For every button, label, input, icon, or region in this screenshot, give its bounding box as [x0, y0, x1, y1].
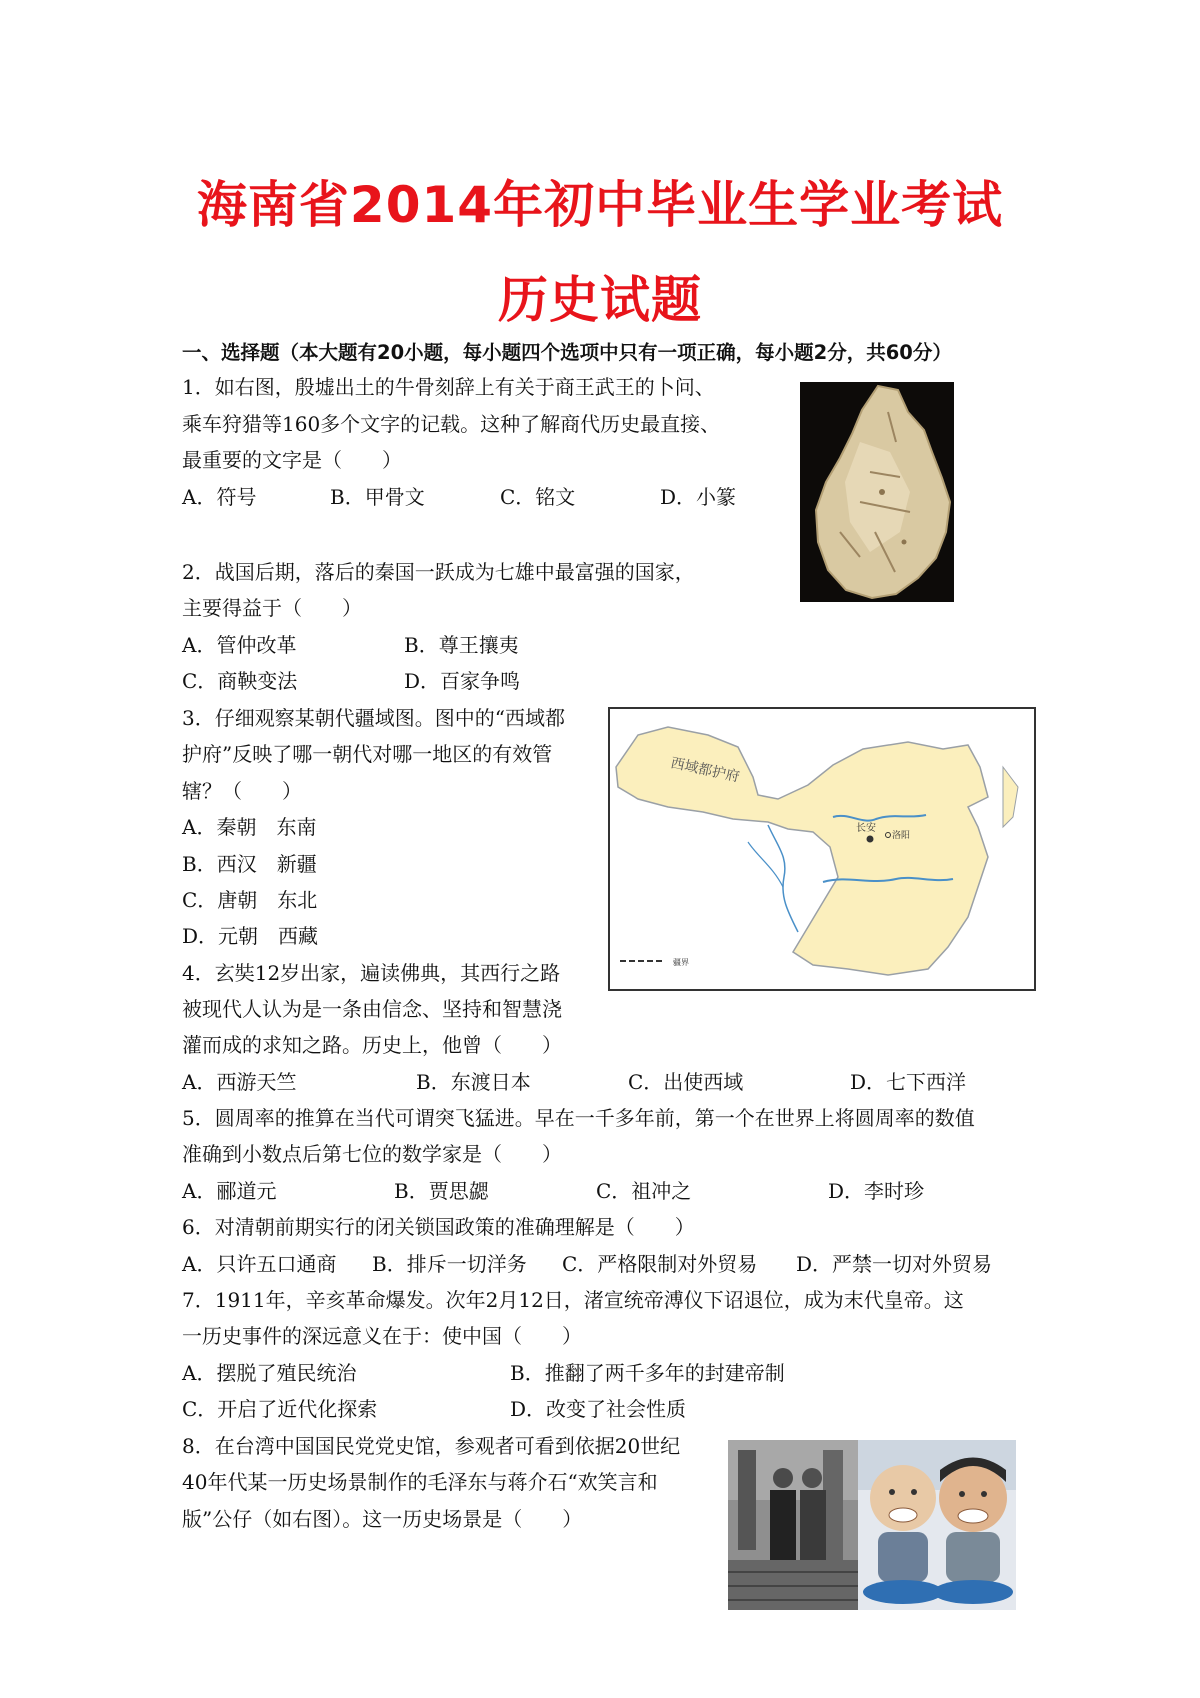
territory-map — [608, 707, 1036, 991]
question-2-option-b: B．尊王攘夷 — [404, 633, 519, 657]
question-7-option-b: B．推翻了两千多年的封建帝制 — [510, 1361, 785, 1385]
question-6-option-c: C．严格限制对外贸易 — [562, 1252, 758, 1276]
question-5-option-a: A．郦道元 — [182, 1179, 277, 1203]
question-6-option-a: A．只许五口通商 — [182, 1252, 337, 1276]
question-3-line-1: 3．仔细观察某朝代疆域图。图中的“西域都 — [182, 706, 565, 730]
question-1-line-3: 最重要的文字是（ ） — [182, 448, 402, 472]
question-8-line-2: 40年代某一历史场景制作的毛泽东与蒋介石“欢笑言和 — [182, 1470, 658, 1494]
question-2-option-a: A．管仲改革 — [182, 633, 297, 657]
question-1-line-2: 乘车狩猎等160多个文字的记载。这种了解商代历史最直接、 — [182, 412, 721, 436]
question-5-option-d: D．李时珍 — [828, 1179, 925, 1203]
question-4-option-d: D．七下西洋 — [850, 1070, 967, 1094]
question-3-option-d: D．元朝 西藏 — [182, 924, 319, 948]
map-city-1: 长安 — [856, 823, 876, 834]
question-2-option-d: D．百家争鸣 — [404, 669, 521, 693]
question-3-line-3: 辖？（ ） — [182, 779, 302, 803]
question-6-line-1: 6．对清朝前期实行的闭关锁国政策的准确理解是（ ） — [182, 1215, 695, 1239]
exam-subtitle: 历史试题 — [498, 271, 702, 329]
question-4-line-1: 4．玄奘12岁出家，遍读佛典，其西行之路 — [182, 961, 561, 985]
question-8-line-3: 版”公仔（如右图）。这一历史场景是（ ） — [182, 1507, 583, 1531]
question-6-option-b: B．排斥一切洋务 — [372, 1252, 527, 1276]
question-6-option-d: D．严禁一切对外贸易 — [796, 1252, 993, 1276]
question-1-option-a: A．符号 — [182, 485, 257, 509]
question-5-line-2: 准确到小数点后第七位的数学家是（ ） — [182, 1142, 562, 1166]
oracle-bone-image — [800, 382, 954, 602]
question-4-line-2: 被现代人认为是一条由信念、坚持和智慧浇 — [182, 997, 562, 1021]
question-7-line-1: 7．1911年，辛亥革命爆发。次年2月12日，渚宣统帝溥仪下诏退位，成为末代皇帝。这 — [182, 1288, 964, 1312]
exam-title: 海南省2014年初中毕业生学业考试 — [196, 176, 1004, 234]
question-7-option-a: A．摆脱了殖民统治 — [182, 1361, 357, 1385]
map-legend: 疆界 — [673, 958, 689, 967]
question-5-option-b: B．贾思勰 — [394, 1179, 489, 1203]
mao-chiang-photo-and-figurines — [728, 1440, 1016, 1610]
question-4-option-b: B．东渡日本 — [416, 1070, 531, 1094]
question-3-option-c: C．唐朝 东北 — [182, 888, 318, 912]
question-2-option-c: C．商鞅变法 — [182, 669, 298, 693]
question-4-option-c: C．出使西域 — [628, 1070, 744, 1094]
question-7-option-d: D．改变了社会性质 — [510, 1397, 687, 1421]
question-1-line-1: 1．如右图，殷墟出土的牛骨刻辞上有关于商王武王的卜问、 — [182, 375, 715, 399]
question-5-option-c: C．祖冲之 — [596, 1179, 692, 1203]
question-1-option-d: D．小篆 — [660, 485, 737, 509]
question-7-line-2: 一历史事件的深远意义在于：使中国（ ） — [182, 1324, 582, 1348]
section-header: 一、选择题（本大题有20小题，每小题四个选项中只有一项正确，每小题2分，共60分） — [182, 341, 952, 364]
map-city-2: 洛阳 — [892, 831, 911, 841]
question-2-line-1: 2．战国后期，落后的秦国一跃成为七雄中最富强的国家， — [182, 560, 695, 584]
question-5-line-1: 5．圆周率的推算在当代可谓突飞猛进。早在一千多年前，第一个在世界上将圆周率的数值 — [182, 1106, 975, 1130]
question-3-line-2: 护府”反映了哪一朝代对哪一地区的有效管 — [182, 742, 553, 766]
question-3-option-a: A．秦朝 东南 — [182, 815, 317, 839]
map-region-label: 西域都护府 — [669, 755, 741, 786]
question-1-option-b: B．甲骨文 — [330, 485, 425, 509]
question-3-option-b: B．西汉 新疆 — [182, 852, 317, 876]
question-8-line-1: 8．在台湾中国国民党党史馆，参观者可看到依据20世纪 — [182, 1434, 681, 1458]
question-1-option-c: C．铭文 — [500, 485, 576, 509]
question-4-line-3: 灌而成的求知之路。历史上，他曾（ ） — [182, 1033, 562, 1057]
question-4-option-a: A．西游天竺 — [182, 1070, 297, 1094]
question-2-line-2: 主要得益于（ ） — [182, 596, 362, 620]
question-7-option-c: C．开启了近代化探索 — [182, 1397, 378, 1421]
